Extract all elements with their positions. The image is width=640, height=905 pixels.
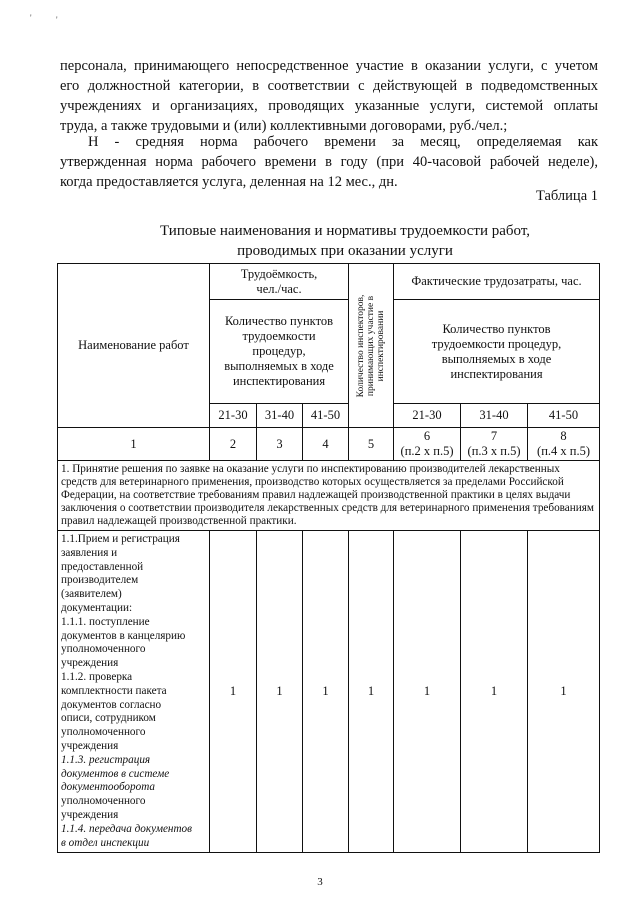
title-line: проводимых при оказании услуги (237, 243, 453, 259)
value-cell: 1 (210, 531, 257, 853)
col-number-value: 7 (490, 429, 498, 443)
step-line: уполномоченного (61, 726, 146, 739)
value-cell: 1 (257, 531, 303, 853)
step-line: предоставленной (61, 560, 144, 573)
col-number-value: 6 (423, 429, 431, 443)
text-line: учреждениях и организациях, проводящих указанные услуги, системой оплаты (60, 98, 598, 114)
scan-mark: ' (30, 13, 32, 23)
step-line: учреждения (61, 739, 119, 752)
header-inspectors (349, 264, 394, 428)
col-number-note: (п.4 х п.5) (537, 444, 590, 458)
section-title: 1. Принятие решения по заявке на оказание услуги по инспектированию производителей лекарственных средств для ветеринарного применения, производство которых осуществляется за пределами Российской Федерации, на соответствие требованиям правил надлежащей производственной практики в целях выдачи заключения о соответствии производителя лекарственных средств для ветеринарного применения требованиям правил надлежащей производственной практики. (58, 461, 600, 531)
step-line: документов в системе (61, 767, 170, 780)
step-line: производителем (61, 574, 139, 587)
value-cell: 1 (394, 531, 461, 853)
text-line: утвержденная норма рабочего времени в году (при 40-часовой рабочей неделе), (60, 154, 598, 170)
col-number-note: (п.2 х п.5) (400, 444, 454, 458)
col-number-8 (528, 428, 600, 461)
text-line: персонала, принимающего непосредственное участие в оказании услуги, с учетом (60, 58, 598, 74)
header-points-left: Количество пунктов трудоемкости процедур, выполняемых в ходе инспектирования (210, 300, 349, 404)
col-number-note: (п.3 х п.5) (467, 444, 521, 458)
step-line: документов согласно (61, 698, 162, 711)
range-cell: 41-50 (528, 404, 600, 428)
step-line: 1.1.4. передача документов (61, 822, 192, 835)
table-number: Таблица 1 (535, 188, 598, 204)
header-points-right: Количество пунктов трудоемкости процедур, выполняемых в ходе инспектирования (394, 300, 600, 404)
work-steps-cell (58, 531, 210, 853)
text-line: когда предоставляется услуга, деленная на 12 мес., дн. (60, 174, 398, 190)
value-cell: 1 (528, 531, 600, 853)
step-line: 1.1.1. поступление (61, 615, 150, 628)
step-line: уполномоченного (61, 795, 146, 808)
step-line: описи, сотрудником (61, 712, 156, 725)
text-line: его должностной категории, в соответствии с действующей в подведомственных (60, 78, 598, 94)
step-line: (заявителем) (61, 588, 122, 601)
step-line: 1.1.Прием и регистрация (61, 533, 180, 545)
value-cell: 1 (303, 531, 349, 853)
step-line: комплектности пакета (61, 684, 167, 697)
header-inspectors-text: Количество инспекторов, принимающих участие в инспектировании (356, 294, 387, 397)
col-number-value: 8 (560, 429, 567, 443)
text-line: труда, а также трудовыми и (или) коллективными договорами, руб./чел.; (60, 118, 508, 134)
value-cell: 1 (349, 531, 394, 853)
paragraph-staff-costs (60, 56, 598, 136)
title-line: Типовые наименования и нормативы трудоемкости работ, (160, 223, 530, 239)
scan-mark: ' (56, 15, 58, 25)
col-number: 4 (303, 428, 349, 461)
col-number: 2 (210, 428, 257, 461)
step-line: в отдел инспекции (61, 836, 150, 849)
step-line: документов в канцелярию (61, 629, 186, 642)
step-line: документации: (61, 601, 133, 614)
header-labor-intensity: Трудоёмкость, чел./час. (210, 264, 349, 300)
step-line: 1.1.3. регистрация (61, 753, 151, 766)
range-cell: 41-50 (303, 404, 349, 428)
page-number: 3 (317, 876, 323, 888)
step-line: документооборота (61, 781, 156, 794)
step-line: учреждения (61, 808, 119, 821)
col-number-7 (461, 428, 528, 461)
range-cell: 31-40 (461, 404, 528, 428)
paragraph-working-time (60, 132, 598, 192)
col-number: 1 (58, 428, 210, 461)
range-cell: 21-30 (394, 404, 461, 428)
step-line: учреждения (61, 657, 119, 670)
value-cell: 1 (461, 531, 528, 853)
step-line: уполномоченного (61, 643, 146, 656)
col-number: 5 (349, 428, 394, 461)
labor-norms-table (57, 263, 600, 853)
step-line: 1.1.2. проверка (61, 670, 133, 683)
header-name: Наименование работ (58, 264, 210, 428)
table-title (60, 221, 630, 261)
header-actual-costs: Фактические трудозатраты, час. (394, 264, 600, 300)
col-number-6 (394, 428, 461, 461)
step-line: заявления и (61, 546, 118, 559)
col-number: 3 (257, 428, 303, 461)
range-cell: 21-30 (210, 404, 257, 428)
text-line: Н - средняя норма рабочего времени за месяц, определяемая как (88, 134, 598, 150)
range-cell: 31-40 (257, 404, 303, 428)
